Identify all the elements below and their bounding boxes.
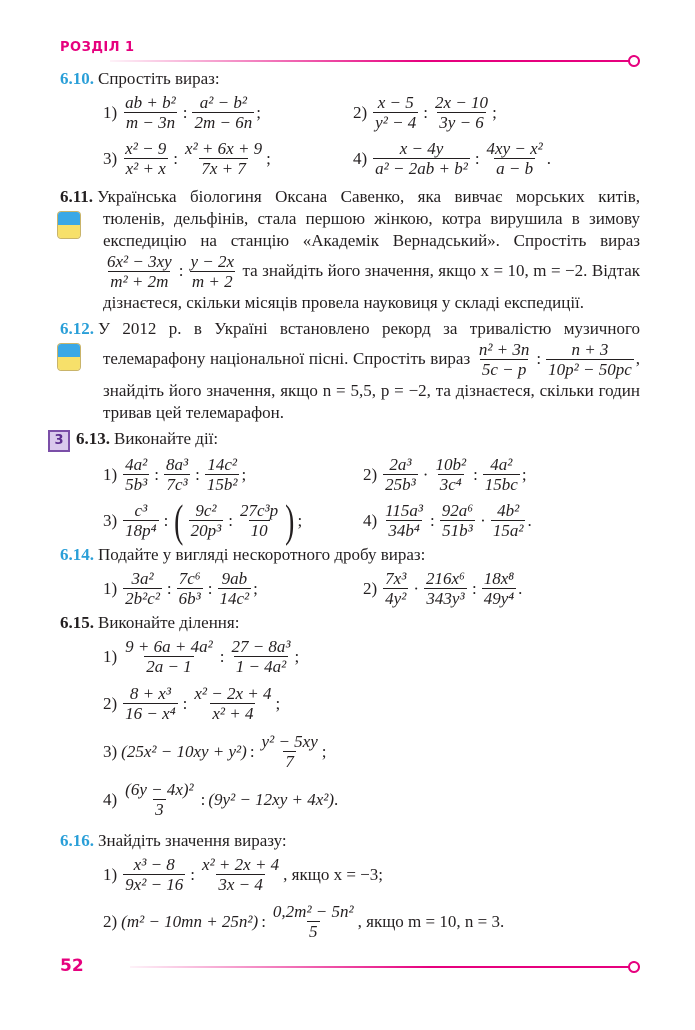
operator: : <box>163 511 169 530</box>
operator: : <box>182 103 188 122</box>
item-label: 1) <box>103 465 118 484</box>
fraction: $\frac{\text{216x⁶}}{\text{343y³}}$ <box>426 569 465 608</box>
fraction: $\frac{\text{(6y − 4x)²}}{3}$ <box>125 780 194 819</box>
operator: : <box>536 348 542 368</box>
item-label: 1) <box>103 579 118 598</box>
difficulty-level-badge: 3 <box>48 430 70 452</box>
punctuation: ; <box>321 742 327 761</box>
task-text: , знайдіть його значення, якщо n = 5,5, <box>103 348 640 400</box>
exercise-item <box>103 93 353 133</box>
task-6-13 <box>54 428 640 546</box>
punctuation: . <box>546 149 552 168</box>
fraction: $\frac{\text{c³}}{\text{18p⁴}}$ <box>125 501 157 540</box>
footer-rule <box>130 966 630 968</box>
task-instruction: Подайте у вигляді нескоротного дробу вираз: <box>98 545 426 564</box>
fraction: $\frac{\text{4xy − x²}}{a - b}$ <box>486 139 543 178</box>
exercise-item <box>103 139 353 179</box>
item-label: 2) <box>103 912 118 931</box>
item-label: 4) <box>103 790 118 809</box>
item-label: 4) <box>353 149 368 168</box>
exercise-item <box>363 501 532 541</box>
punctuation: ; <box>297 511 303 530</box>
exercise-item <box>103 728 640 776</box>
operator: : <box>195 465 200 484</box>
footer-rule-end-circle <box>628 961 640 973</box>
task-6-14 <box>60 544 640 612</box>
fraction: $\frac{\text{18x⁸}}{\text{49y⁴}}$ <box>483 569 515 608</box>
fraction: $\frac{\text{8 + x³}}{\text{16 − x⁴}}$ <box>125 684 176 723</box>
item-label: 2) <box>363 465 378 484</box>
item-label: 1) <box>103 865 118 884</box>
item-label: 3) <box>103 742 118 761</box>
exercise-item <box>103 852 640 898</box>
fraction: $\frac{\text{y² − 5xy}}{7}$ <box>261 732 318 771</box>
fraction: $\frac{\text{14c²}}{\text{15b²}}$ <box>206 455 238 494</box>
fraction: $\frac{\text{10b²}}{\text{3c⁴}}$ <box>435 455 467 494</box>
fraction: $\frac{\text{ab + b²}}{m - 3n}$ <box>125 93 176 132</box>
item-label: 1) <box>103 103 118 122</box>
operator: · <box>480 511 486 530</box>
header-rule-end-circle <box>628 55 640 67</box>
fraction: $\frac{\text{3a²}}{\text{2b²c²}}$ <box>125 569 160 608</box>
fraction: $\frac{x - 4y}{\text{a² − 2ab + b²}}$ <box>375 139 468 178</box>
operator: : <box>173 149 179 168</box>
operator: : <box>178 260 184 280</box>
condition-text: , якщо m = 10, n = 3. <box>357 912 505 931</box>
fraction: $\frac{\text{9 + 6a + 4a²}}{2a - 1}$ <box>125 637 213 676</box>
punctuation: ; <box>266 149 271 168</box>
task-text: У 2012 р. в Україні встановлено рекорд за тривалістю музичного телемарафону національної пісні. Спростіть вираз <box>98 319 640 368</box>
task-6-12 <box>60 318 640 424</box>
task-text: x = 10, m = −2. Відтак дізнаєтеся, скільки місяців провела науковиця у складі експедиції. <box>103 260 641 312</box>
exercise-item <box>103 569 363 609</box>
fraction: $\frac{\text{x² − 9}}{\text{x² + x}}$ <box>125 139 167 178</box>
fraction: $\frac{\text{x² + 6x + 9}}{7x + 7}$ <box>185 139 263 178</box>
punctuation: ; <box>492 103 497 122</box>
fraction: $\frac{\text{4a²}}{15bc}$ <box>484 455 518 494</box>
fraction: $\frac{\text{115a³}}{\text{34b⁴}}$ <box>385 501 424 540</box>
task-6-10 <box>60 68 640 182</box>
fraction: $\frac{\text{27 − 8a³}}{\text{1 − 4a²}}$ <box>231 637 291 676</box>
item-label: 2) <box>353 103 368 122</box>
punctuation: ; <box>275 694 281 713</box>
fraction: $\frac{\text{a² − b²}}{2m - 6n}$ <box>194 93 253 132</box>
punctuation: . <box>518 579 523 598</box>
operator: : <box>154 465 160 484</box>
operator: : <box>228 511 233 530</box>
operator: : <box>190 865 196 884</box>
exercise-item <box>103 680 640 728</box>
task-6-16 <box>60 830 640 946</box>
item-label: 2) <box>363 579 378 598</box>
right-parenthesis: ) <box>285 495 295 546</box>
item-label: 4) <box>363 511 378 530</box>
task-number: 6.12. <box>60 319 94 338</box>
operator: : <box>261 912 266 931</box>
fraction: $\frac{\text{4a²}}{\text{5b³}}$ <box>125 455 148 494</box>
punctuation: ; <box>521 465 527 484</box>
operator: : <box>474 149 480 168</box>
task-number: 6.14. <box>60 545 94 564</box>
fraction: $\frac{n + 3}{\text{10p² − 50pc}}$ <box>548 340 632 379</box>
fraction: $\frac{\text{4b²}}{\text{15a²}}$ <box>492 501 524 540</box>
fraction: $\frac{\text{9c²}}{\text{20p³}}$ <box>190 501 222 540</box>
fraction: $\frac{\text{n² + 3n}}{5c - p}$ <box>478 340 530 379</box>
exercise-item <box>363 569 522 609</box>
operator: · <box>422 465 429 484</box>
task-instruction: Знайдіть значення виразу: <box>98 831 287 850</box>
punctuation: ; <box>241 465 247 484</box>
exercise-item <box>103 776 640 824</box>
item-label: 2) <box>103 694 118 713</box>
punctuation: . <box>334 790 339 809</box>
fraction: $\frac{\text{0,2m² − 5n²}}{5}$ <box>272 902 354 941</box>
punctuation: ; <box>294 647 300 666</box>
task-text: та знайдіть його значення, якщо <box>242 260 476 280</box>
operator: : <box>471 579 477 598</box>
fraction: $\frac{x - 5}{\text{y² − 4}}$ <box>375 93 417 132</box>
punctuation: ; <box>256 103 261 122</box>
fraction: $\frac{\text{2a³}}{\text{25b³}}$ <box>385 455 416 494</box>
fraction: $\frac{\text{8a³}}{\text{7c³}}$ <box>166 455 189 494</box>
left-parenthesis: ( <box>174 495 184 546</box>
item-label: 3) <box>103 511 118 530</box>
exercise-item <box>103 898 640 946</box>
task-number: 6.10. <box>60 69 94 88</box>
fraction: $\frac{\text{6x² − 3xy}}{\text{m² + 2m}}$ <box>107 252 172 291</box>
task-instruction: Спростіть вираз: <box>98 69 220 88</box>
operator: : <box>200 790 206 809</box>
section-header-label: РОЗДІЛ 1 <box>60 40 135 55</box>
task-text: p = −2, та дізнаєтеся, скільки годин тривав цей телемарафон. <box>103 381 640 422</box>
fraction: $\frac{\text{27c³p}}{10}$ <box>240 501 279 540</box>
operator: · <box>413 579 419 598</box>
operator: : <box>182 694 188 713</box>
task-6-15 <box>60 612 640 824</box>
exercise-item <box>103 495 363 546</box>
task-instruction: Виконайте ділення: <box>98 613 240 632</box>
task-6-11 <box>60 186 640 314</box>
item-label: 3) <box>103 149 118 168</box>
exercise-item <box>353 139 551 179</box>
ukraine-flag-icon <box>58 212 80 238</box>
fraction: $\frac{2x - 10}{3y - 6}$ <box>435 93 489 132</box>
task-number: 6.11. <box>60 187 94 206</box>
operator: : <box>166 579 172 598</box>
exercise-item <box>353 93 497 133</box>
operator: : <box>473 465 478 484</box>
exercise-item <box>103 634 640 680</box>
fraction: $\frac{9ab}{\text{14c²}}$ <box>219 569 250 608</box>
task-number: 6.16. <box>60 831 94 850</box>
polynomial: (m² − 10mn + 25n²) <box>121 912 259 931</box>
header-rule <box>110 60 630 62</box>
item-label: 1) <box>103 647 118 666</box>
condition-text: , якщо x = −3; <box>283 865 383 884</box>
task-text: Українська біологиня Оксана Савенко, яка вивчає морських китів, тюленів, дельфінів, стала першою жінкою, котра вирушила в зимову експедицію на станцію «Академік Вернадський». Спростіть вираз <box>97 187 640 250</box>
fraction: $\frac{\text{x² − 2x + 4}}{\text{x² + 4}}$ <box>194 684 272 723</box>
ukraine-flag-icon <box>58 344 80 370</box>
polynomial: (9y² − 12xy + 4x²) <box>208 790 335 809</box>
fraction: $\frac{y - 2x}{m + 2}$ <box>190 252 235 291</box>
fraction: $\frac{\text{7x³}}{\text{4y²}}$ <box>385 569 407 608</box>
page-content <box>54 68 641 946</box>
fraction: $\frac{\text{92a⁶}}{\text{51b³}}$ <box>441 501 474 540</box>
operator: : <box>249 742 255 761</box>
task-number: 6.15. <box>60 613 94 632</box>
exercise-item <box>103 455 363 495</box>
operator: : <box>430 511 435 530</box>
polynomial: (25x² − 10xy + y²) <box>121 742 247 761</box>
punctuation: . <box>527 511 532 530</box>
exercise-item <box>363 455 527 495</box>
fraction: $\frac{\text{7c⁶}}{\text{6b³}}$ <box>178 569 201 608</box>
punctuation: ; <box>253 579 258 598</box>
operator: : <box>219 647 225 666</box>
fraction: $\frac{\text{x² + 2x + 4}}{3x - 4}$ <box>202 855 280 894</box>
fraction: $\frac{\text{x³ − 8}}{\text{9x² − 16}}$ <box>125 855 184 894</box>
page-number: 52 <box>60 956 84 976</box>
task-number: 6.13. <box>76 429 110 448</box>
operator: : <box>207 579 213 598</box>
task-instruction: Виконайте дії: <box>114 429 219 448</box>
operator: : <box>423 103 429 122</box>
